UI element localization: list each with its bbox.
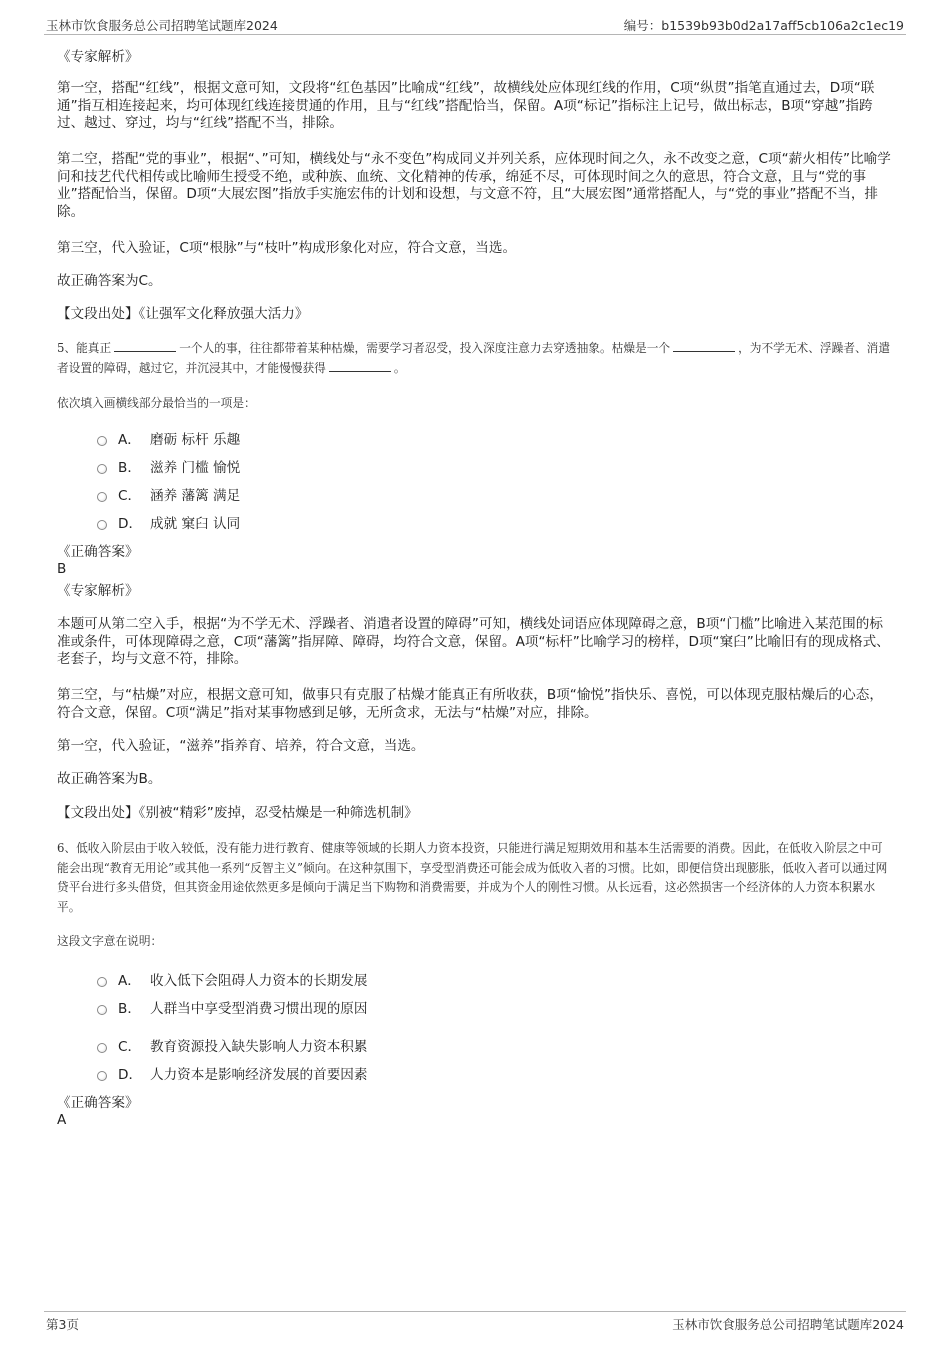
option-text: 成就 窠臼 认同 xyxy=(150,516,241,532)
q4-analysis-p4: 故正确答案为C。 xyxy=(57,273,162,289)
radio-icon[interactable] xyxy=(97,977,107,987)
option-text: 磨砺 标杆 乐趣 xyxy=(150,432,241,448)
option-letter: D． xyxy=(118,516,143,532)
q4-analysis-label: 《专家解析》 xyxy=(57,49,139,65)
q6-option-c[interactable] xyxy=(97,1035,368,1055)
q5-analysis-p2: 第三空，与“枯燥”对应，根据文意可知，做事只有克服了枯燥才能真正有所收获，B项“愉悦”指快乐、喜悦，可以体现克服枯燥后的心态，符合文意，保留。C项“满足”指对某事物感到足够，无所贪求，无法与“枯燥”对应，排除。 xyxy=(57,687,883,721)
q6-prompt: 这段文字意在说明： xyxy=(57,934,163,948)
q6-answer: A xyxy=(57,1112,67,1128)
radio-icon[interactable] xyxy=(97,1071,107,1081)
q5-stem xyxy=(57,339,892,378)
footer-title: 玉林市饮食服务总公司招聘笔试题库2024 xyxy=(672,1317,904,1332)
q6-answer-label: 《正确答案》 xyxy=(57,1095,139,1111)
q5-stem-part: ，为不学无术、浮躁者、消遣者设置的障碍，越过它，并沉浸其中，才能慢慢获得 xyxy=(57,341,891,375)
q5-blank-2 xyxy=(673,340,735,352)
q5-blank-3 xyxy=(329,360,391,372)
option-text: 收入低下会阻碍人力资本的长期发展 xyxy=(150,973,368,989)
option-letter: A． xyxy=(118,973,141,989)
q5-blank-1 xyxy=(114,340,176,352)
radio-icon[interactable] xyxy=(97,464,107,474)
option-text: 人群当中享受型消费习惯出现的原因 xyxy=(150,1001,368,1017)
q5-analysis-p4: 故正确答案为B。 xyxy=(57,771,162,787)
q5-option-a[interactable] xyxy=(97,428,240,448)
q6-option-d[interactable] xyxy=(97,1063,368,1083)
option-letter: B． xyxy=(118,1001,141,1017)
option-text: 教育资源投入缺失影响人力资本积累 xyxy=(150,1039,368,1055)
page-number: 第3页 xyxy=(46,1317,79,1332)
radio-icon[interactable] xyxy=(97,436,107,446)
q6-option-b[interactable] xyxy=(97,997,368,1017)
q5-prompt: 依次填入画横线部分最恰当的一项是： xyxy=(57,396,256,410)
q6-option-a[interactable] xyxy=(97,969,368,989)
option-text: 滋养 门槛 愉悦 xyxy=(150,460,241,476)
option-letter: D． xyxy=(118,1067,143,1083)
option-text: 涵养 藩篱 满足 xyxy=(150,488,241,504)
radio-icon[interactable] xyxy=(97,520,107,530)
q6-stem: 6、低收入阶层由于收入较低，没有能力进行教育、健康等领域的长期人力资本投资，只能进行满足短期效用和基本生活需要的消费。因此，在低收入阶层之中可能会出现“教育无用论”或其他一系列“反智主义”倾向。在这种氛围下，享受型消费还可能会成为低收入者的习惯。比如，即便信贷出现膨胀，低收入者可以通过网贷平台进行多头借贷，但其资金用途依然更多是倾向于满足当下购物和消费需要，并成为个人的刚性习惯。从长远看，这必然损害一个经济体的人力资本积累水平。 xyxy=(57,841,888,914)
radio-icon[interactable] xyxy=(97,1043,107,1053)
q5-option-c[interactable] xyxy=(97,484,240,504)
option-letter: C． xyxy=(118,1039,142,1055)
option-letter: B． xyxy=(118,460,141,476)
q5-stem-part: 。 xyxy=(393,360,406,375)
radio-icon[interactable] xyxy=(97,1005,107,1015)
q4-analysis-p1: 第一空，搭配“红线”，根据文意可知，文段将“红色基因”比喻成“红线”，故横线处应体现红线的作用，C项“纵贯”指笔直通过去，D项“联通”指互相连接起来，均可体现红线连接贯通的作用，且与“红线”搭配恰当，保留。A项“标记”指标注上记号，做出标志，B项“穿越”指跨过、越过、穿过，均与“红线”搭配不当，排除。 xyxy=(57,80,875,132)
q5-option-d[interactable] xyxy=(97,512,240,532)
q5-answer-label: 《正确答案》 xyxy=(57,544,139,560)
option-letter: A． xyxy=(118,432,141,448)
q5-analysis-p1: 本题可从第二空入手，根据“为不学无术、浮躁者、消遣者设置的障碍”可知，横线处词语应体现障碍之意，B项“门槛”比喻进入某范围的标准或条件，可体现障碍之意，C项“藩篱”指屏障、障碍，均符合文意，保留。A项“标杆”比喻学习的榜样，D项“窠臼”比喻旧有的现成格式、老套子，均与文意不符，排除。 xyxy=(57,616,890,668)
q4-analysis-p3: 第三空，代入验证，C项“根脉”与“枝叶”构成形象化对应，符合文意，当选。 xyxy=(57,240,517,256)
q5-analysis-label: 《专家解析》 xyxy=(57,583,139,599)
header-title: 玉林市饮食服务总公司招聘笔试题库2024 xyxy=(46,18,278,33)
header-code: 编号：b1539b93b0d2a17aff5cb106a2c1ec19 xyxy=(623,18,904,33)
option-text: 人力资本是影响经济发展的首要因素 xyxy=(150,1067,368,1083)
page-header xyxy=(44,14,906,35)
q5-option-b[interactable] xyxy=(97,456,240,476)
q4-source: 【文段出处】《让强军文化释放强大活力》 xyxy=(57,306,309,322)
q5-answer: B xyxy=(57,561,67,577)
q5-source: 【文段出处】《别被“精彩”废掉，忍受枯燥是一种筛选机制》 xyxy=(57,805,418,821)
option-letter: C． xyxy=(118,488,142,504)
q5-analysis-p3: 第一空，代入验证，“滋养”指养育、培养，符合文意，当选。 xyxy=(57,738,425,754)
radio-icon[interactable] xyxy=(97,492,107,502)
q4-analysis-p2: 第二空，搭配“党的事业”，根据“、”可知，横线处与“永不变色”构成同义并列关系，应体现时间之久，永不改变之意，C项“薪火相传”比喻学问和技艺代代相传或比喻师生授受不绝，或种族、血统、文化精神的传承，绵延不尽，可体现时间之久的意思，符合文意，且与“党的事业”搭配恰当，保留。D项“大展宏图”指放手实施宏伟的计划和设想，与文意不符，且“大展宏图”通常搭配人，与“党的事业”搭配不当，排除。 xyxy=(57,151,891,220)
q5-stem-part: 一个人的事，往往都带着某种枯燥，需要学习者忍受，投入深度注意力去穿透抽象。枯燥是一个 xyxy=(179,341,671,355)
q5-stem-part: 5、能真正 xyxy=(57,341,112,355)
page-footer xyxy=(44,1311,906,1332)
